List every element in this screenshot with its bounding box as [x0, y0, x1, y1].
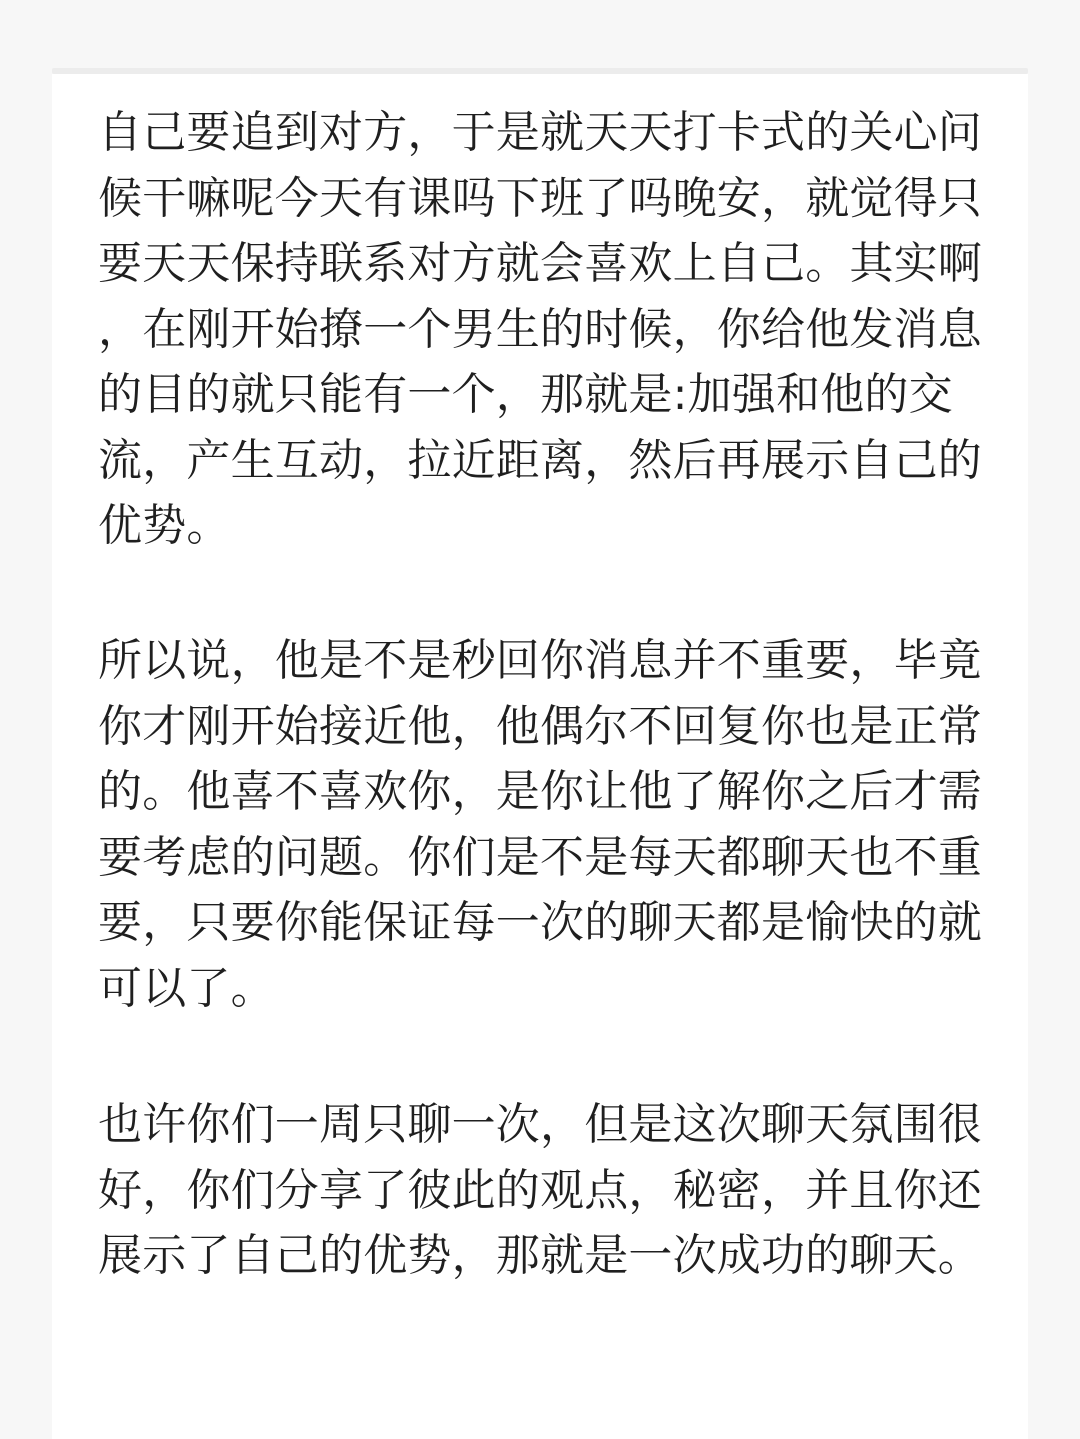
paragraph-1: 自己要追到对方，于是就天天打卡式的关心问候干嘛呢今天有课吗下班了吗晚安，就觉得只要天天保持联系对方就会喜欢上自己。其实啊，在刚开始撩一个男生的时候，你给他发消息的目的就只能有一个，那就是:加强和他的交流，产生互动，拉近距离，然后再展示自己的优势。	[98, 107, 982, 551]
paragraph-3: 也许你们一周只聊一次，但是这次聊天氛围很好，你们分享了彼此的观点，秘密，并且你还展示了自己的优势，那就是一次成功的聊天。	[98, 1099, 982, 1281]
article-content	[52, 74, 1028, 1439]
paragraph-2: 所以说，他是不是秒回你消息并不重要，毕竟你才刚开始接近他，他偶尔不回复你也是正常的。他喜不喜欢你，是你让他了解你之后才需要考虑的问题。你们是不是每天都聊天也不重要，只要你能保证每一次的聊天都是愉快的就可以了。	[98, 635, 982, 1014]
